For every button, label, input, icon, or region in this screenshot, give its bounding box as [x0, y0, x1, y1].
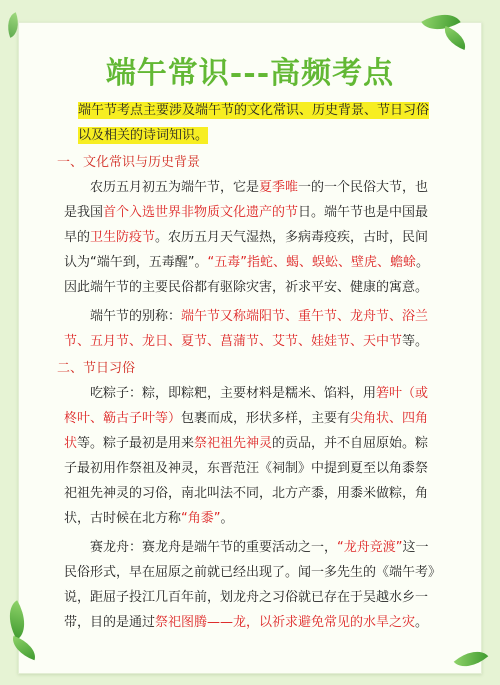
red-text: 祭祀图腾——龙，以祈求避免常见的水旱之灾 — [155, 615, 416, 630]
red-text: 尖角状、四角状 — [64, 411, 429, 451]
text: 。农历五月天气湿热，多病毒疫疾，古时，民间认为“端午到，五毒醒”。 — [64, 230, 429, 270]
text: 包裹而成，形状多样，主要有 — [181, 411, 351, 426]
text: 的贡品，并不自屈原始。粽子最初用作祭祖及神灵，东晋范汪《祠制》中提到夏至以角黍祭祀祖先神灵的习俗，南北叫法不同，北方产黍，用黍米做粽，角状，古时候在北方称 — [64, 436, 429, 526]
paragraph-aliases — [64, 304, 440, 354]
text: 农历五月初五为端午节，它是 — [90, 180, 260, 195]
text: 。 — [415, 615, 429, 630]
red-text: “龙舟竞渡” — [337, 540, 403, 555]
red-text: “角黍” — [181, 511, 221, 526]
section-heading-culture: 一、文化常识与历史背景 — [57, 155, 201, 170]
text: 。 — [220, 511, 234, 526]
document-body — [57, 98, 440, 635]
text: 端午节的别称： — [90, 309, 182, 324]
paragraph-dragon-boat — [64, 535, 440, 635]
intro-block — [78, 98, 440, 148]
red-text: 端午节又称端阳节、重午节、龙舟节、浴兰节、五月节、龙日、夏节、菖蒲节、艾节、娃娃节、天中节 — [64, 309, 429, 349]
paragraph-zongzi — [64, 381, 440, 531]
text: 吃粽子：粽，即粽粑，主要材料是糯米、馅料，用 — [90, 386, 377, 401]
text: 等。粽子最初是用来 — [77, 436, 195, 451]
text: 这一民俗形式，早在屈原之前就已经出现了。闻一多先生的《端午考》说，距屈子投江几百年前，划龙舟之习俗就已存在于吴越水乡一带，目的是通过 — [64, 540, 435, 630]
text: 赛龙舟：赛龙舟是端午节的重要活动之一， — [90, 540, 338, 555]
section-heading-customs: 二、节日习俗 — [57, 361, 136, 376]
text: 等。 — [402, 334, 429, 349]
red-text: 箬叶（或柊叶、簕古子叶等） — [64, 386, 429, 426]
red-text: 卫生防疫节 — [90, 230, 156, 245]
text: 。因此端午节的主要民俗都有驱除灾害，祈求平安、健康的寓意。 — [64, 255, 429, 295]
red-text: 祭祀祖先神灵 — [194, 436, 273, 451]
text: 一的一个民俗大节，也是我国 — [64, 180, 429, 220]
text: 日。端午节也是中国最早的 — [64, 205, 429, 245]
paragraph-culture — [64, 175, 440, 300]
red-text: 夏季唯 — [259, 180, 299, 195]
page-title: 端午常识---高频考点 — [105, 56, 395, 91]
intro-highlight: 端午节考点主要涉及端午节的文化常识、历史背景、节日习俗以及相关的诗词知识。 — [78, 103, 430, 143]
red-text: “五毒”指蛇、蝎、蜈蚣、壁虎、蟾蜍 — [207, 255, 416, 270]
red-text: 首个入选世界非物质文化遗产的节 — [103, 205, 299, 220]
